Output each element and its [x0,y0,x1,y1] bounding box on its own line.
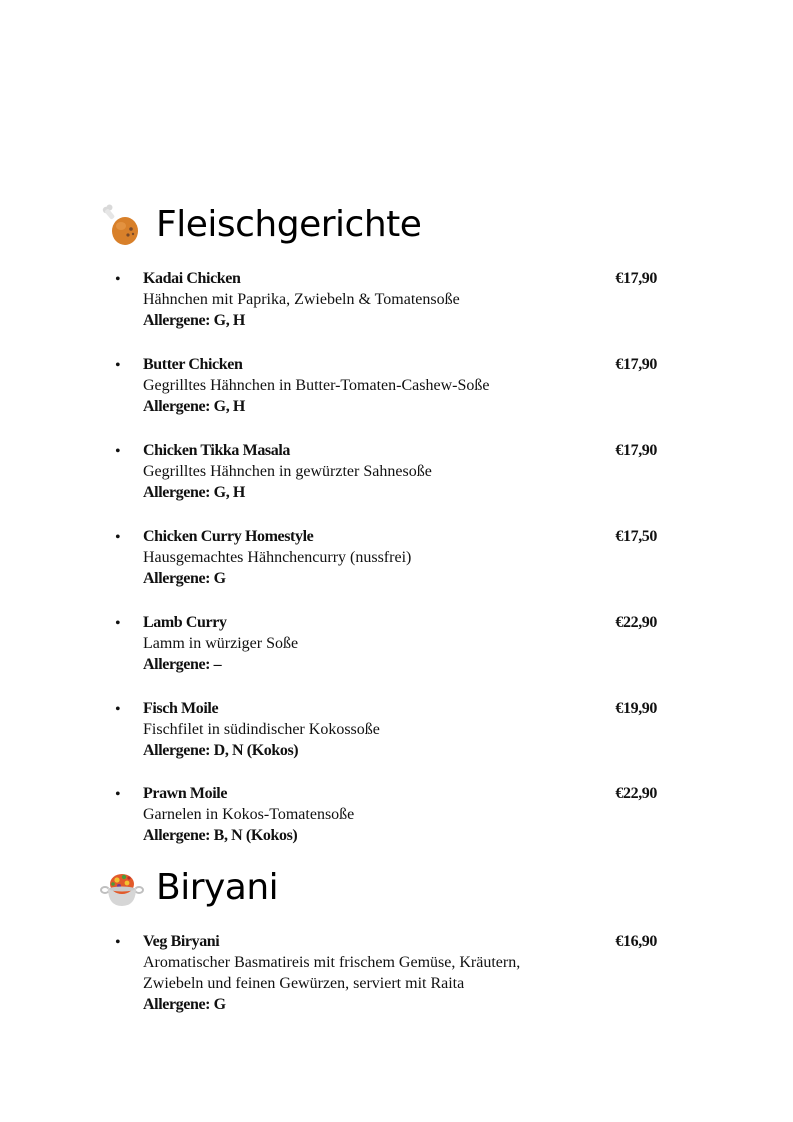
item-allergens: Allergene: G [143,570,226,587]
menu-item [115,698,660,761]
chicken-leg-icon [100,203,144,247]
item-allergens: Allergene: – [143,656,222,673]
item-description: Hausgemachtes Hähnchencurry (nussfrei) [143,549,412,566]
section-title: Biryani [156,867,279,908]
bullet-icon: • [115,529,121,546]
item-price: €17,90 [615,442,657,459]
bullet-icon: • [115,934,121,951]
item-name: Kadai Chicken [143,270,241,287]
menu-item [115,783,660,846]
item-name: Chicken Curry Homestyle [143,528,314,545]
menu-item [115,612,660,675]
item-description: Gegrilltes Hähnchen in gewürzter Sahnesoße [143,463,432,480]
item-description: Gegrilltes Hähnchen in Butter-Tomaten-Cashew-Soße [143,377,490,394]
item-price: €19,90 [615,700,657,717]
menu-item [115,354,660,417]
item-price: €17,90 [615,356,657,373]
bullet-icon: • [115,357,121,374]
section-header-fleischgerichte [100,203,421,247]
item-name: Veg Biryani [143,933,220,950]
item-description: Fischfilet in südindischer Kokossoße [143,721,380,738]
bullet-icon: • [115,615,121,632]
item-allergens: Allergene: D, N (Kokos) [143,742,299,759]
item-description: Garnelen in Kokos-Tomatensoße [143,806,355,823]
item-price: €16,90 [615,933,657,950]
bullet-icon: • [115,701,121,718]
bullet-icon: • [115,786,121,803]
biryani-pot-icon [100,866,144,910]
menu-item [115,931,660,1015]
item-description: Lamm in würziger Soße [143,635,299,652]
item-price: €22,90 [615,785,657,802]
item-allergens: Allergene: B, N (Kokos) [143,827,298,844]
item-name: Chicken Tikka Masala [143,442,291,459]
item-name: Lamb Curry [143,614,227,631]
item-description: Zwiebeln und feinen Gewürzen, serviert mit Raita [143,975,465,992]
section-header-biryani [100,866,278,910]
item-name: Prawn Moile [143,785,228,802]
item-description: Aromatischer Basmatireis mit frischem Gemüse, Kräutern, [143,954,521,971]
item-allergens: Allergene: G, H [143,312,245,329]
item-price: €17,90 [615,270,657,287]
item-allergens: Allergene: G [143,996,226,1013]
item-price: €17,50 [615,528,657,545]
menu-item [115,440,660,503]
bullet-icon: • [115,271,121,288]
item-name: Butter Chicken [143,356,243,373]
item-description: Hähnchen mit Paprika, Zwiebeln & Tomatensoße [143,291,460,308]
bullet-icon: • [115,443,121,460]
item-price: €22,90 [615,614,657,631]
section-title: Fleischgerichte [156,204,422,245]
item-allergens: Allergene: G, H [143,484,245,501]
item-allergens: Allergene: G, H [143,398,245,415]
menu-item [115,526,660,589]
menu-item [115,268,660,331]
item-name: Fisch Moile [143,700,219,717]
